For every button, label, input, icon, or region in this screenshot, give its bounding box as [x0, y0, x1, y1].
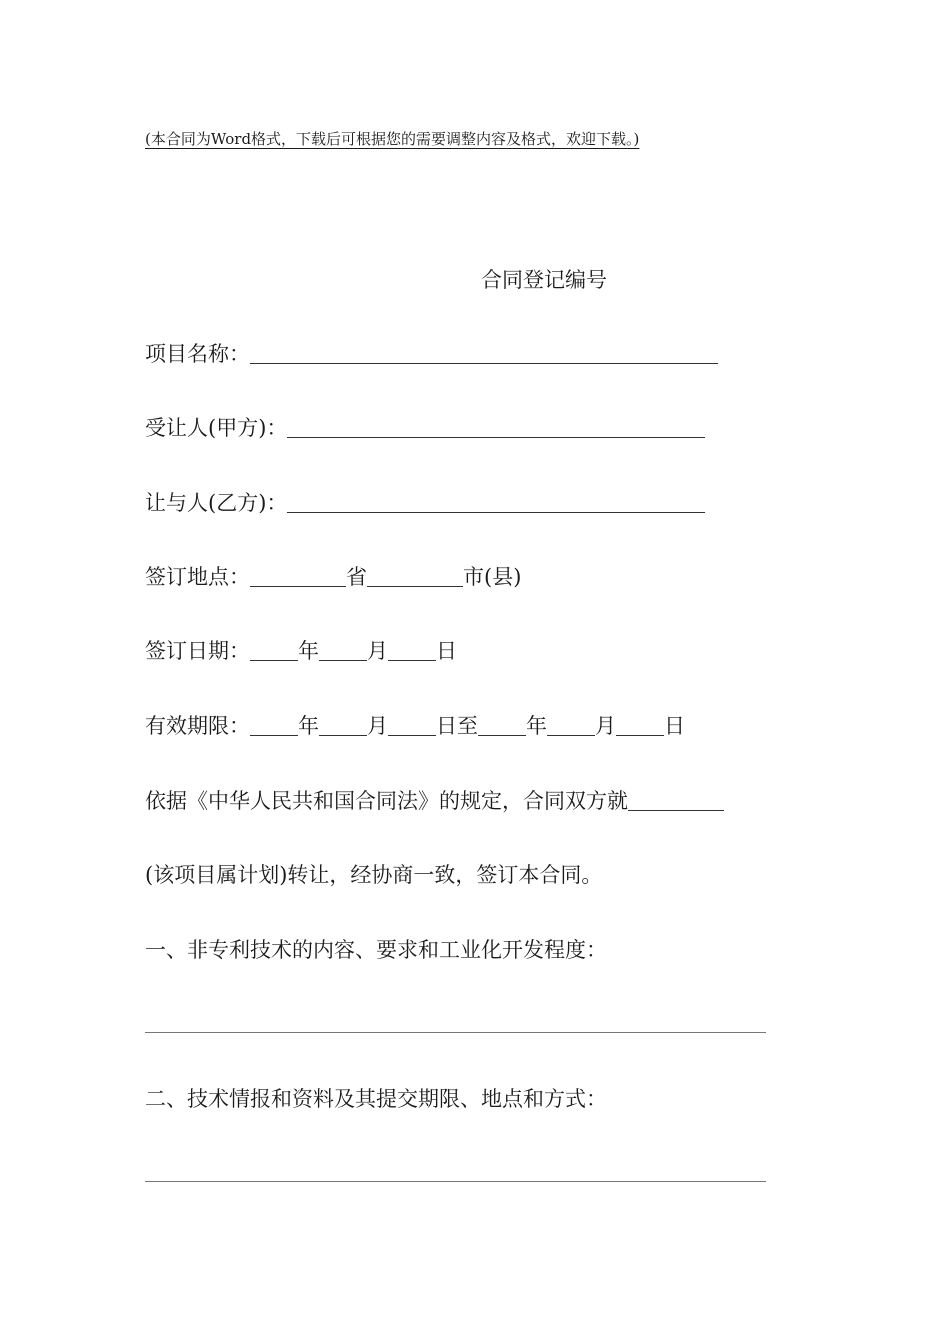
signing-place-row: [145, 561, 521, 591]
province-blank: [250, 564, 346, 587]
start-year-label: 年: [298, 714, 319, 739]
section-1-heading-text: 一、非专利技术的内容、要求和工业化开发程度：: [145, 938, 607, 962]
city-label: 市(县): [463, 565, 522, 590]
end-year-blank: [478, 713, 526, 736]
section-1-heading: [145, 934, 607, 964]
end-day-blank: [616, 713, 664, 736]
validity-row: [145, 710, 685, 740]
assignee-label: 受让人(甲方)：: [145, 416, 288, 441]
preamble-text-1: 依据《中华人民共和国合同法》的规定，合同双方就: [145, 789, 628, 814]
contract-registration-number-label: 合同登记编号: [481, 268, 607, 292]
section-1-answer-line: [145, 1032, 766, 1033]
city-blank: [367, 564, 463, 587]
section-2-answer-line: [145, 1181, 766, 1182]
start-day-label: 日至: [436, 714, 478, 739]
assignor-label: 让与人(乙方)：: [145, 491, 288, 516]
signing-place-label: 签订地点：: [145, 565, 250, 590]
project-name-label: 项目名称：: [145, 342, 250, 367]
signing-date-label: 签订日期：: [145, 639, 250, 664]
project-name-row: [145, 338, 718, 368]
province-label: 省: [346, 565, 367, 590]
section-2-heading-text: 二、技术情报和资料及其提交期限、地点和方式：: [145, 1087, 607, 1111]
assignee-row: [145, 412, 705, 442]
word-format-notice: (本合同为Word格式，下载后可根据您的需要调整内容及格式，欢迎下载。): [145, 130, 640, 148]
preamble-text-2: (该项目属计划)转让，经协商一致，签订本合同。: [145, 863, 603, 887]
project-name-blank: [250, 341, 718, 364]
end-month-blank: [547, 713, 595, 736]
signing-month-blank: [319, 638, 367, 661]
validity-label: 有效期限：: [145, 714, 250, 739]
assignor-blank: [287, 490, 705, 513]
start-month-label: 月: [367, 714, 388, 739]
start-day-blank: [388, 713, 436, 736]
signing-month-label: 月: [367, 639, 388, 664]
signing-day-label: 日: [436, 639, 457, 664]
signing-day-blank: [388, 638, 436, 661]
end-month-label: 月: [595, 714, 616, 739]
assignee-blank: [287, 415, 705, 438]
project-subject-blank: [628, 788, 724, 811]
signing-date-row: [145, 635, 457, 665]
preamble-line-1: [145, 785, 724, 815]
assignor-row: [145, 487, 705, 517]
section-2-heading: [145, 1083, 607, 1113]
start-year-blank: [250, 713, 298, 736]
end-year-label: 年: [526, 714, 547, 739]
signing-year-blank: [250, 638, 298, 661]
start-month-blank: [319, 713, 367, 736]
preamble-line-2: [145, 859, 602, 889]
signing-year-label: 年: [298, 639, 319, 664]
end-day-label: 日: [664, 714, 685, 739]
